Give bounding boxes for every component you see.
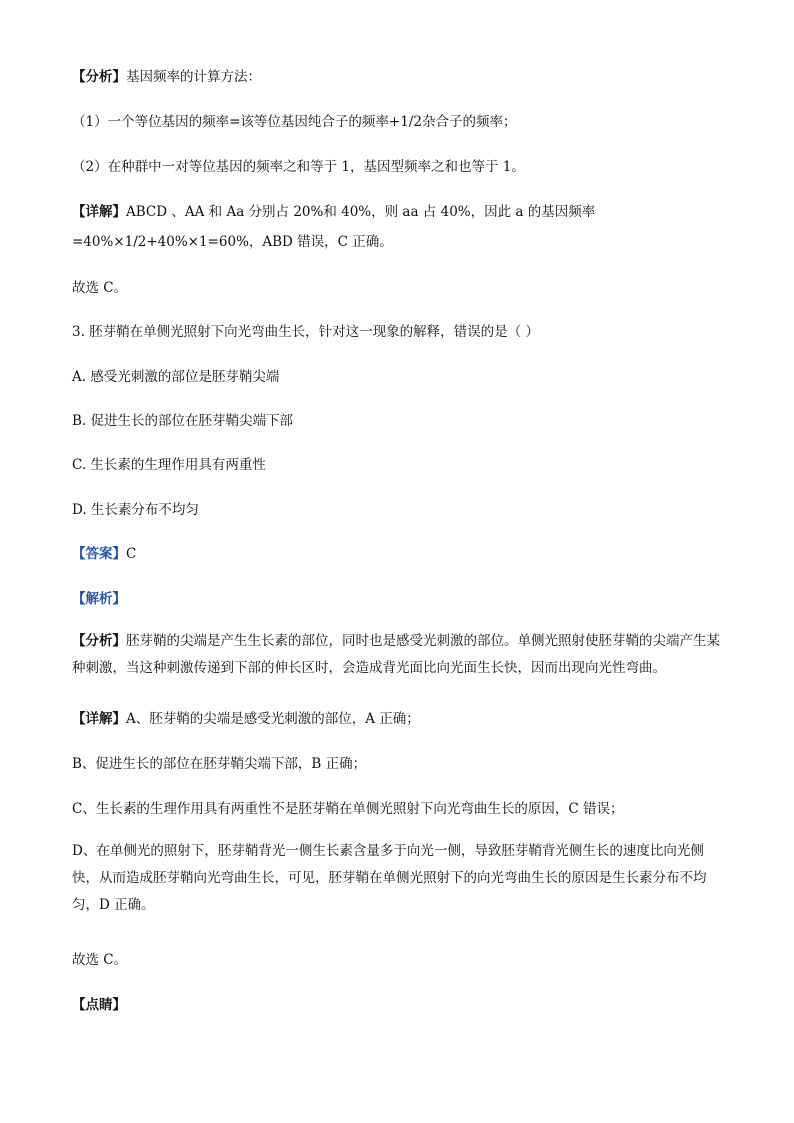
option-c: C. 生长素的生理作用具有两重性 [72,457,266,473]
detail-c: C、生长素的生理作用具有两重性不是胚芽鞘在单侧光照射下向光弯曲生长的原因，C 错误； [72,801,624,817]
question-3: 3. 胚芽鞘在单侧光照射下向光弯曲生长，针对这一现象的解释，错误的是（ ） [72,324,539,340]
detail-b: B、促进生长的部位在胚芽鞘尖端下部，B 正确； [72,756,367,772]
detail-text: ABCD 、AA 和 Aa 分别占 20%和 40%，则 aa 占 40%，因此 a 的基因频率 [126,204,596,220]
detail-a-text: A、胚芽鞘的尖端是感受光刺激的部位，A 正确； [126,711,420,727]
answer-value: C [126,546,137,562]
analysis-text: 基因频率的计算方法： [126,69,261,85]
analysis-paragraph-2 [72,628,724,682]
analysis-tag: 【分析】 [72,69,126,85]
option-d: D. 生长素分布不均匀 [72,502,199,518]
explanation-tag: 【解析】 [72,591,126,607]
detail-tag: 【详解】 [72,204,126,220]
detail-text-continued: =40%×1/2+40%×1=60%，ABD 错误，C 正确。 [72,234,393,250]
comment-tag: 【点睛】 [72,997,126,1013]
analysis-tag-2: 【分析】 [72,633,126,649]
choose-answer-2: 故选 C。 [72,952,128,968]
answer-tag: 【答案】 [72,546,126,562]
detail-tag-2: 【详解】 [72,711,126,727]
analysis-text-2: 胚芽鞘的尖端是产生生长素的部位，同时也是感受光刺激的部位。单侧光照射使胚芽鞘的尖端产生某种刺激，当这种刺激传递到下部的伸长区时，会造成背光面比向光面生长快，因而出现向光性弯曲。 [72,633,720,676]
choose-answer-1: 故选 C。 [72,280,128,296]
rule-2: （2）在种群中一对等位基因的频率之和等于 1，基因型频率之和也等于 1。 [72,159,525,175]
detail-a [72,709,420,729]
answer-line [72,544,136,564]
option-a: A. 感受光刺激的部位是胚芽鞘尖端 [72,369,280,385]
detail-d: D、在单侧光的照射下，胚芽鞘背光一侧生长素含量多于向光一侧，导致胚芽鞘背光侧生长的速度比向光侧快，从而造成胚芽鞘向光弯曲生长，可见，胚芽鞘在单侧光照射下的向光弯曲生长的原因是生长素分布不均匀，D 正确。 [72,843,707,913]
analysis-paragraph-1 [72,67,261,87]
detail-paragraph-1 [72,202,595,222]
option-b: B. 促进生长的部位在胚芽鞘尖端下部 [72,413,294,429]
rule-1: （1）一个等位基因的频率=该等位基因纯合子的频率+1/2杂合子的频率； [72,114,517,130]
